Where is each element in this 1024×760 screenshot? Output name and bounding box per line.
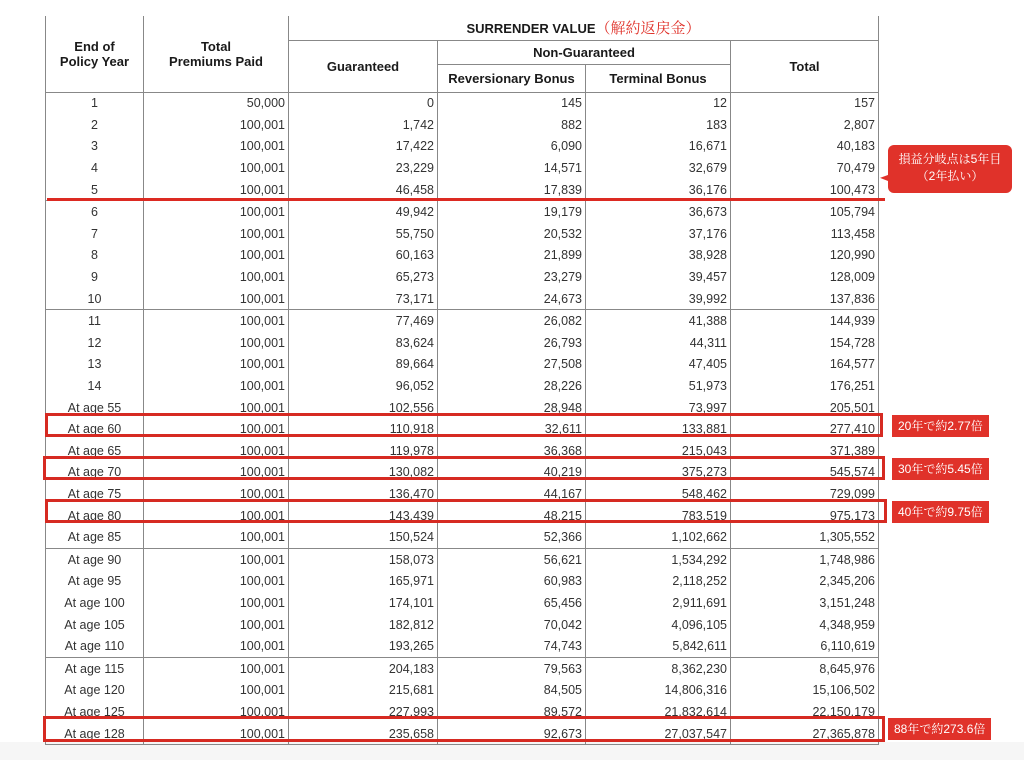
cell-premiums: 100,001 xyxy=(144,701,289,723)
table-row xyxy=(46,157,879,179)
cell-guaranteed: 0 xyxy=(289,92,438,114)
cell-total: 1,305,552 xyxy=(731,526,879,548)
cell-terminal: 375,273 xyxy=(586,462,731,484)
cell-total: 176,251 xyxy=(731,375,879,397)
table-row xyxy=(46,548,879,570)
cell-terminal: 14,806,316 xyxy=(586,680,731,702)
cell-reversionary: 28,948 xyxy=(438,397,586,419)
header-line: Policy Year xyxy=(59,53,130,69)
cell-total: 4,348,959 xyxy=(731,614,879,636)
cell-terminal: 183 xyxy=(586,114,731,136)
cell-terminal: 32,679 xyxy=(586,157,731,179)
cell-year: 9 xyxy=(46,266,144,288)
cell-total: 128,009 xyxy=(731,266,879,288)
cell-guaranteed: 235,658 xyxy=(289,723,438,745)
cell-guaranteed: 102,556 xyxy=(289,397,438,419)
cell-year: At age 55 xyxy=(46,397,144,419)
table-row xyxy=(46,354,879,376)
cell-premiums: 50,000 xyxy=(144,92,289,114)
cell-premiums: 100,001 xyxy=(144,418,289,440)
highlight-age-128 xyxy=(43,716,885,742)
cell-guaranteed: 60,163 xyxy=(289,245,438,267)
table-row xyxy=(46,571,879,593)
cell-reversionary: 20,532 xyxy=(438,223,586,245)
cell-premiums: 100,001 xyxy=(144,483,289,505)
header-reversionary-bonus: Reversionary Bonus xyxy=(438,64,586,92)
cell-reversionary: 84,505 xyxy=(438,680,586,702)
cell-total: 154,728 xyxy=(731,332,879,354)
cell-guaranteed: 174,101 xyxy=(289,592,438,614)
cell-premiums: 100,001 xyxy=(144,592,289,614)
cell-total: 975,173 xyxy=(731,505,879,527)
cell-terminal: 38,928 xyxy=(586,245,731,267)
cell-terminal: 4,096,105 xyxy=(586,614,731,636)
note-age-70: 30年で約5.45倍 xyxy=(892,458,989,480)
cell-total: 15,106,502 xyxy=(731,680,879,702)
cell-year: 13 xyxy=(46,354,144,376)
cell-total: 100,473 xyxy=(731,179,879,201)
cell-guaranteed: 73,171 xyxy=(289,288,438,310)
cell-reversionary: 145 xyxy=(438,92,586,114)
cell-guaranteed: 130,082 xyxy=(289,462,438,484)
cell-reversionary: 21,899 xyxy=(438,245,586,267)
callout-line: （2年払い） xyxy=(916,169,984,183)
cell-reversionary: 17,839 xyxy=(438,179,586,201)
cell-reversionary: 28,226 xyxy=(438,375,586,397)
cell-terminal: 16,671 xyxy=(586,136,731,158)
cell-premiums: 100,001 xyxy=(144,288,289,310)
table-row xyxy=(46,92,879,114)
cell-terminal: 1,102,662 xyxy=(586,526,731,548)
cell-premiums: 100,001 xyxy=(144,179,289,201)
cell-year: 12 xyxy=(46,332,144,354)
table-row xyxy=(46,635,879,657)
table-row xyxy=(46,592,879,614)
cell-premiums: 100,001 xyxy=(144,310,289,332)
cell-terminal: 41,388 xyxy=(586,310,731,332)
cell-guaranteed: 96,052 xyxy=(289,375,438,397)
cell-total: 205,501 xyxy=(731,397,879,419)
cell-year: At age 115 xyxy=(46,657,144,679)
cell-terminal: 39,992 xyxy=(586,288,731,310)
cell-guaranteed: 227,993 xyxy=(289,701,438,723)
cell-terminal: 2,911,691 xyxy=(586,592,731,614)
cell-reversionary: 89,572 xyxy=(438,701,586,723)
cell-year: 8 xyxy=(46,245,144,267)
cell-reversionary: 48,215 xyxy=(438,505,586,527)
cell-year: At age 90 xyxy=(46,548,144,570)
cell-year: 2 xyxy=(46,114,144,136)
cell-reversionary: 24,673 xyxy=(438,288,586,310)
cell-guaranteed: 110,918 xyxy=(289,418,438,440)
cell-premiums: 100,001 xyxy=(144,375,289,397)
cell-reversionary: 882 xyxy=(438,114,586,136)
cell-terminal: 44,311 xyxy=(586,332,731,354)
cell-guaranteed: 193,265 xyxy=(289,635,438,657)
table-row xyxy=(46,310,879,332)
cell-total: 6,110,619 xyxy=(731,635,879,657)
cell-terminal: 21,832,614 xyxy=(586,701,731,723)
cell-premiums: 100,001 xyxy=(144,614,289,636)
cell-premiums: 100,001 xyxy=(144,397,289,419)
cell-terminal: 73,997 xyxy=(586,397,731,419)
cell-reversionary: 36,368 xyxy=(438,440,586,462)
cell-guaranteed: 143,439 xyxy=(289,505,438,527)
cell-reversionary: 70,042 xyxy=(438,614,586,636)
cell-terminal: 8,362,230 xyxy=(586,657,731,679)
cell-year: At age 95 xyxy=(46,571,144,593)
cell-guaranteed: 89,664 xyxy=(289,354,438,376)
table-row xyxy=(46,657,879,679)
header-terminal-bonus: Terminal Bonus xyxy=(586,64,731,92)
header-total: Total xyxy=(731,40,879,92)
highlight-age-80 xyxy=(45,499,887,523)
cell-guaranteed: 150,524 xyxy=(289,526,438,548)
cell-reversionary: 92,673 xyxy=(438,723,586,745)
highlight-age-70 xyxy=(43,456,885,480)
cell-premiums: 100,001 xyxy=(144,223,289,245)
cell-total: 545,574 xyxy=(731,462,879,484)
header-line: Premiums Paid xyxy=(169,53,263,69)
cell-reversionary: 60,983 xyxy=(438,571,586,593)
cell-year: At age 75 xyxy=(46,483,144,505)
cell-total: 8,645,976 xyxy=(731,657,879,679)
cell-premiums: 100,001 xyxy=(144,114,289,136)
cell-premiums: 100,001 xyxy=(144,157,289,179)
cell-guaranteed: 65,273 xyxy=(289,266,438,288)
cell-terminal: 1,534,292 xyxy=(586,548,731,570)
table-row xyxy=(46,288,879,310)
cell-total: 157 xyxy=(731,92,879,114)
cell-year: At age 105 xyxy=(46,614,144,636)
cell-reversionary: 19,179 xyxy=(438,201,586,223)
cell-premiums: 100,001 xyxy=(144,201,289,223)
cell-terminal: 27,037,547 xyxy=(586,723,731,745)
cell-year: At age 110 xyxy=(46,635,144,657)
cell-year: At age 125 xyxy=(46,701,144,723)
surrender-value-table xyxy=(45,16,879,745)
cell-premiums: 100,001 xyxy=(144,462,289,484)
cell-guaranteed: 215,681 xyxy=(289,680,438,702)
cell-guaranteed: 165,971 xyxy=(289,571,438,593)
cell-year: At age 128 xyxy=(46,723,144,745)
table-row xyxy=(46,375,879,397)
cell-guaranteed: 119,978 xyxy=(289,440,438,462)
cell-total: 729,099 xyxy=(731,483,879,505)
note-age-80: 40年で約9.75倍 xyxy=(892,501,989,523)
cell-guaranteed: 23,229 xyxy=(289,157,438,179)
cell-guaranteed: 83,624 xyxy=(289,332,438,354)
cell-guaranteed: 46,458 xyxy=(289,179,438,201)
cell-premiums: 100,001 xyxy=(144,571,289,593)
breakeven-callout xyxy=(888,145,1012,193)
cell-premiums: 100,001 xyxy=(144,635,289,657)
cell-year: 7 xyxy=(46,223,144,245)
cell-reversionary: 26,793 xyxy=(438,332,586,354)
cell-reversionary: 14,571 xyxy=(438,157,586,179)
cell-year: 10 xyxy=(46,288,144,310)
cell-year: At age 80 xyxy=(46,505,144,527)
cell-year: 5 xyxy=(46,179,144,201)
header-surrender-value xyxy=(289,16,879,40)
cell-total: 70,479 xyxy=(731,157,879,179)
cell-guaranteed: 49,942 xyxy=(289,201,438,223)
cell-total: 1,748,986 xyxy=(731,548,879,570)
cell-year: 4 xyxy=(46,157,144,179)
cell-reversionary: 52,366 xyxy=(438,526,586,548)
cell-terminal: 783,519 xyxy=(586,505,731,527)
cell-terminal: 47,405 xyxy=(586,354,731,376)
header-guaranteed: Guaranteed xyxy=(289,40,438,92)
cell-year: At age 70 xyxy=(46,462,144,484)
table-row xyxy=(46,223,879,245)
cell-guaranteed: 55,750 xyxy=(289,223,438,245)
cell-premiums: 100,001 xyxy=(144,332,289,354)
table-row xyxy=(46,680,879,702)
cell-guaranteed: 77,469 xyxy=(289,310,438,332)
cell-year: 14 xyxy=(46,375,144,397)
cell-terminal: 36,176 xyxy=(586,179,731,201)
table-row xyxy=(46,266,879,288)
cell-terminal: 215,043 xyxy=(586,440,731,462)
cell-premiums: 100,001 xyxy=(144,354,289,376)
cell-premiums: 100,001 xyxy=(144,505,289,527)
cell-terminal: 37,176 xyxy=(586,223,731,245)
cell-reversionary: 6,090 xyxy=(438,136,586,158)
cell-total: 105,794 xyxy=(731,201,879,223)
table-row xyxy=(46,332,879,354)
cell-terminal: 12 xyxy=(586,92,731,114)
table-row xyxy=(46,201,879,223)
cell-reversionary: 79,563 xyxy=(438,657,586,679)
cell-total: 371,389 xyxy=(731,440,879,462)
cell-reversionary: 56,621 xyxy=(438,548,586,570)
cell-reversionary: 26,082 xyxy=(438,310,586,332)
cell-total: 137,836 xyxy=(731,288,879,310)
cell-guaranteed: 204,183 xyxy=(289,657,438,679)
cell-reversionary: 74,743 xyxy=(438,635,586,657)
header-end-of-policy-year xyxy=(46,16,144,92)
cell-premiums: 100,001 xyxy=(144,657,289,679)
cell-premiums: 100,001 xyxy=(144,548,289,570)
header-total-premiums-paid xyxy=(144,16,289,92)
cell-guaranteed: 182,812 xyxy=(289,614,438,636)
cell-total: 22,150,179 xyxy=(731,701,879,723)
cell-premiums: 100,001 xyxy=(144,136,289,158)
cell-guaranteed: 1,742 xyxy=(289,114,438,136)
header-line: End of xyxy=(74,38,115,54)
cell-reversionary: 65,456 xyxy=(438,592,586,614)
breakeven-marker-line xyxy=(47,198,885,201)
cell-terminal: 51,973 xyxy=(586,375,731,397)
cell-premiums: 100,001 xyxy=(144,526,289,548)
cell-year: 3 xyxy=(46,136,144,158)
cell-guaranteed: 136,470 xyxy=(289,483,438,505)
cell-total: 164,577 xyxy=(731,354,879,376)
cell-total: 144,939 xyxy=(731,310,879,332)
cell-reversionary: 23,279 xyxy=(438,266,586,288)
table-row xyxy=(46,245,879,267)
cell-total: 277,410 xyxy=(731,418,879,440)
cell-reversionary: 44,167 xyxy=(438,483,586,505)
cell-reversionary: 27,508 xyxy=(438,354,586,376)
cell-terminal: 133,881 xyxy=(586,418,731,440)
cell-reversionary: 32,611 xyxy=(438,418,586,440)
cell-premiums: 100,001 xyxy=(144,266,289,288)
cell-year: At age 100 xyxy=(46,592,144,614)
cell-year: 6 xyxy=(46,201,144,223)
cell-terminal: 39,457 xyxy=(586,266,731,288)
cell-terminal: 548,462 xyxy=(586,483,731,505)
cell-premiums: 100,001 xyxy=(144,440,289,462)
cell-year: At age 85 xyxy=(46,526,144,548)
cell-total: 113,458 xyxy=(731,223,879,245)
cell-premiums: 100,001 xyxy=(144,680,289,702)
cell-premiums: 100,001 xyxy=(144,723,289,745)
cell-year: 1 xyxy=(46,92,144,114)
cell-year: 11 xyxy=(46,310,144,332)
table-row xyxy=(46,614,879,636)
cell-guaranteed: 17,422 xyxy=(289,136,438,158)
note-age-128: 88年で約273.6倍 xyxy=(888,718,991,740)
cell-total: 27,365,878 xyxy=(731,723,879,745)
surrender-value-jp-label: （解約返戻金） xyxy=(595,20,701,38)
table-row xyxy=(46,136,879,158)
cell-guaranteed: 158,073 xyxy=(289,548,438,570)
cell-premiums: 100,001 xyxy=(144,245,289,267)
highlight-age-60 xyxy=(45,413,883,437)
cell-total: 2,345,206 xyxy=(731,571,879,593)
cell-total: 2,807 xyxy=(731,114,879,136)
cell-terminal: 36,673 xyxy=(586,201,731,223)
cell-reversionary: 40,219 xyxy=(438,462,586,484)
note-age-60: 20年で約2.77倍 xyxy=(892,415,989,437)
surrender-value-label: SURRENDER VALUE xyxy=(466,21,596,37)
cell-total: 120,990 xyxy=(731,245,879,267)
callout-line: 損益分岐点は5年目 xyxy=(898,152,1002,166)
cell-year: At age 120 xyxy=(46,680,144,702)
table-row xyxy=(46,526,879,548)
table-row xyxy=(46,114,879,136)
header-line: Total xyxy=(200,38,232,54)
header-non-guaranteed: Non-Guaranteed xyxy=(438,40,731,64)
cell-total: 40,183 xyxy=(731,136,879,158)
cell-total: 3,151,248 xyxy=(731,592,879,614)
cell-year: At age 60 xyxy=(46,418,144,440)
cell-terminal: 5,842,611 xyxy=(586,635,731,657)
cell-year: At age 65 xyxy=(46,440,144,462)
cell-terminal: 2,118,252 xyxy=(586,571,731,593)
